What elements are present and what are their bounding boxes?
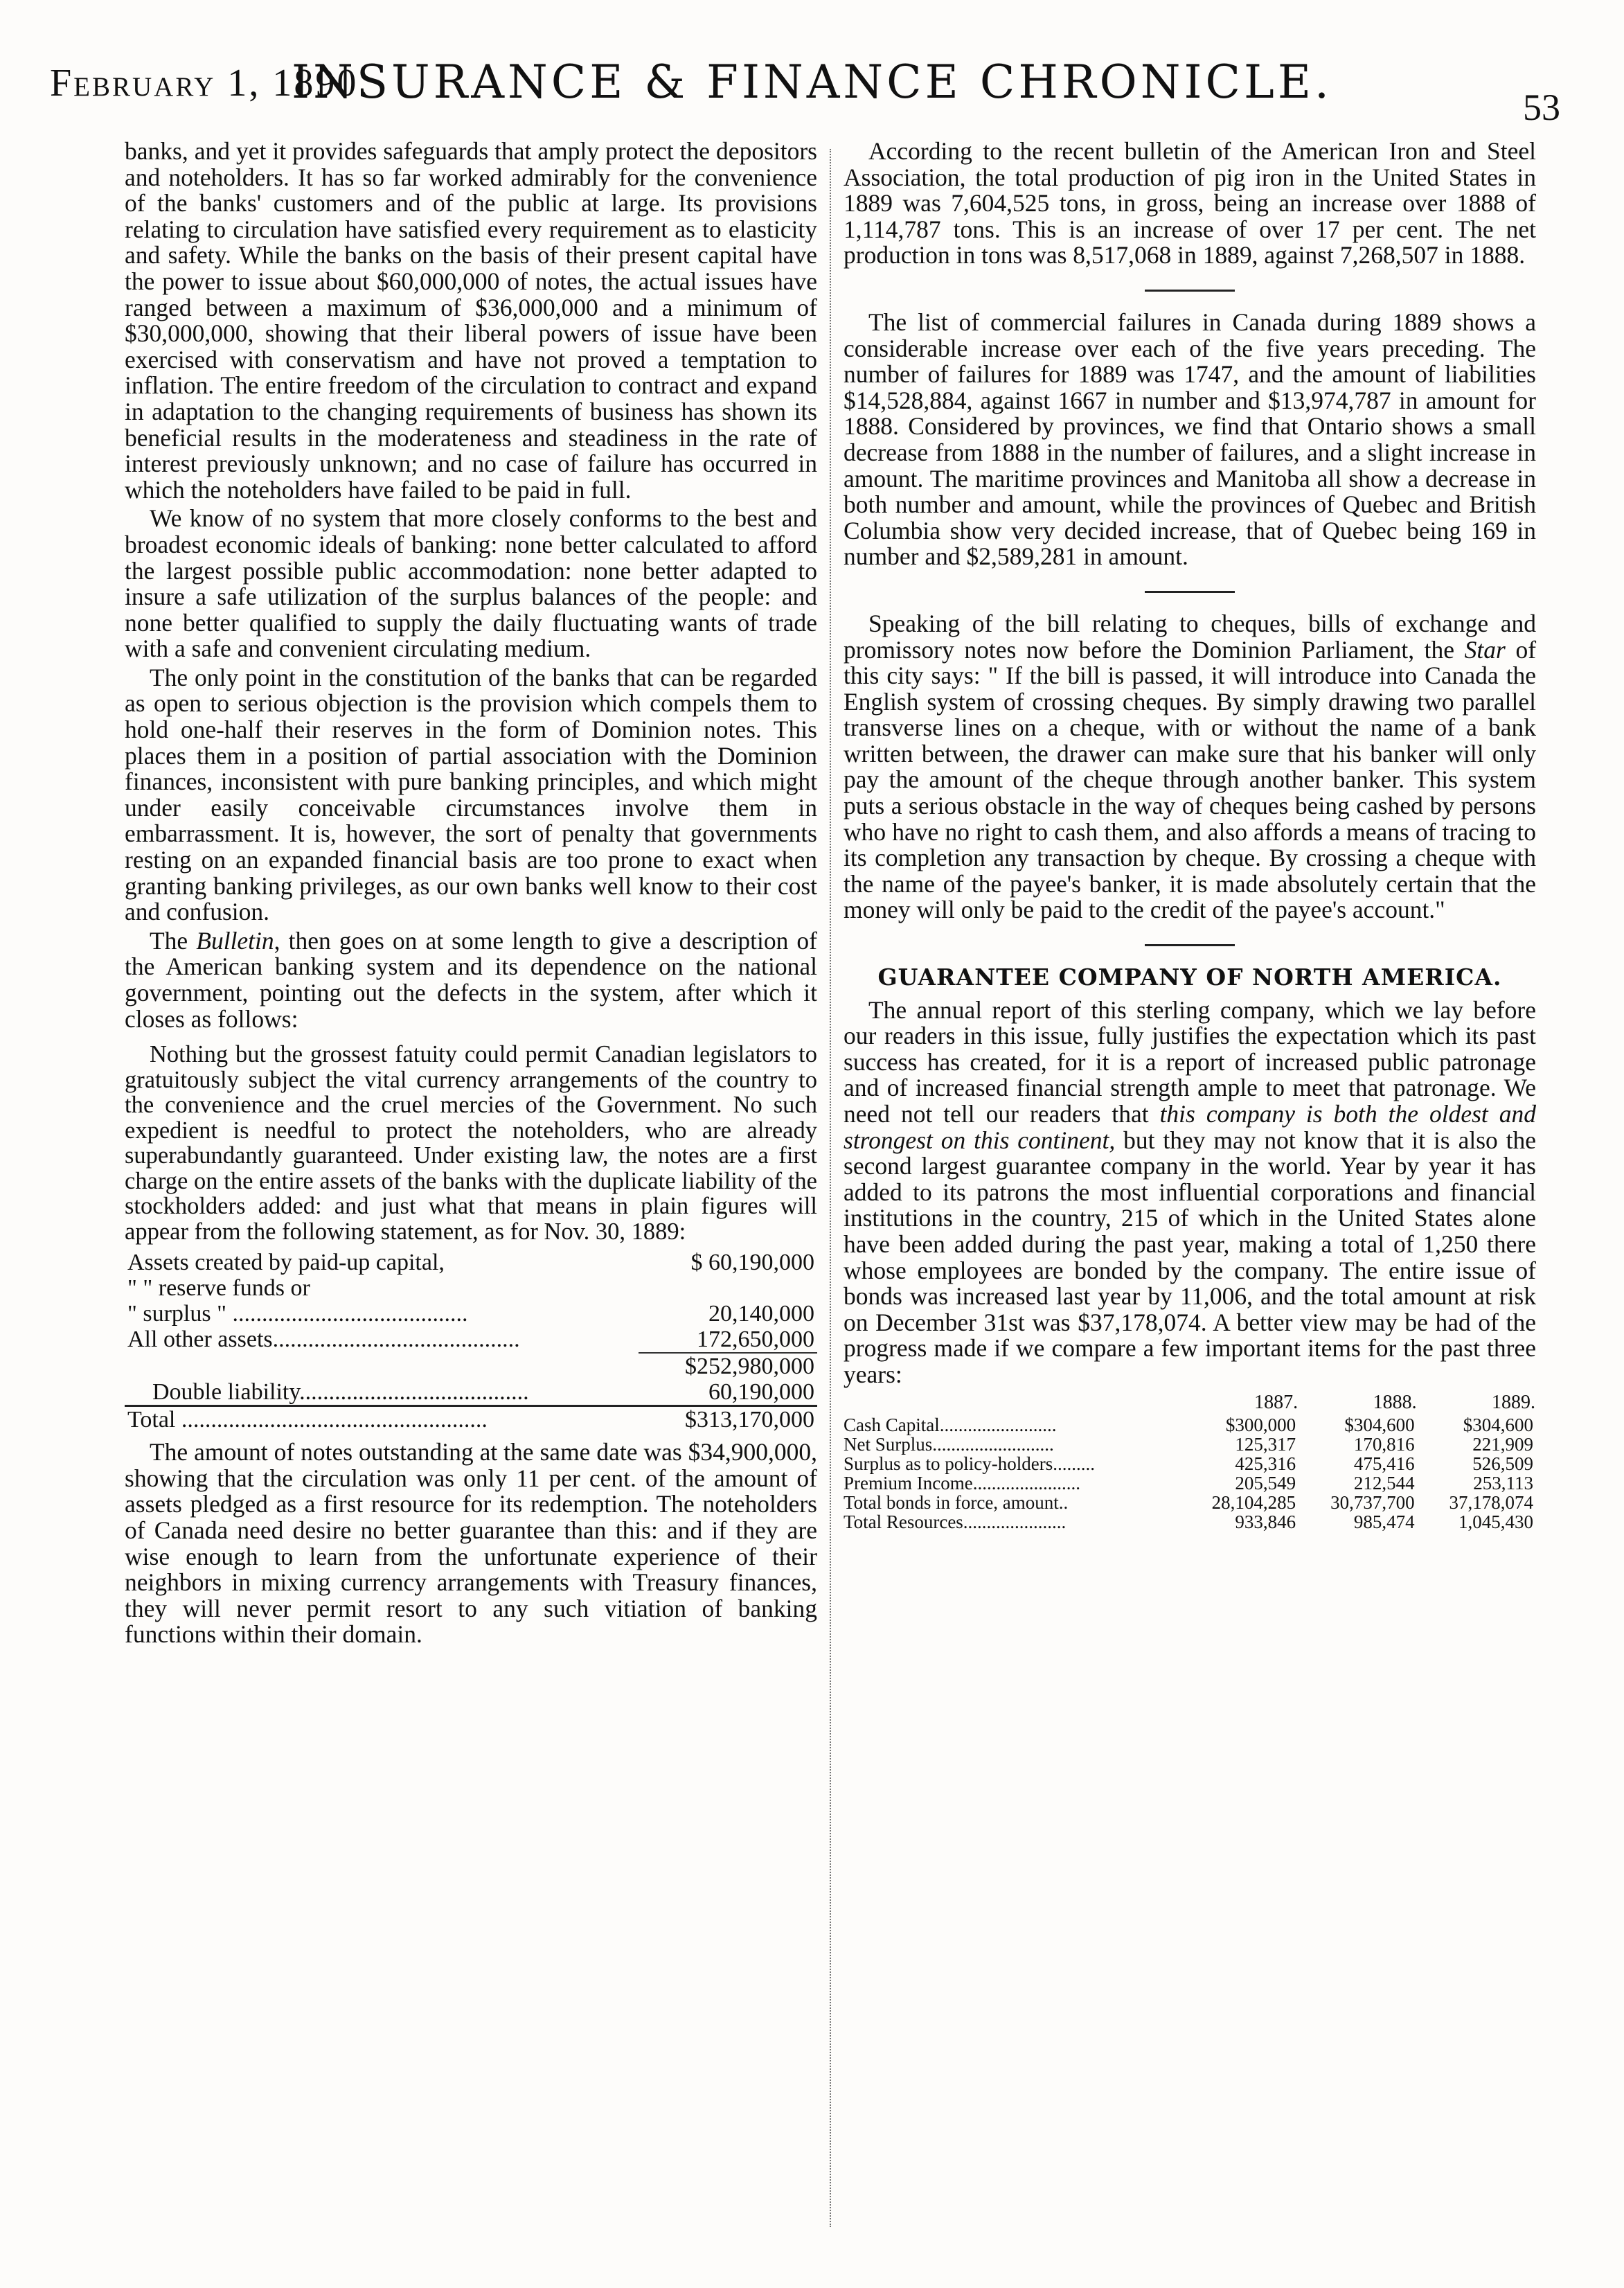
year-header: 1889. — [1492, 1391, 1535, 1413]
text-run: but they may not know that it is also the second largest guarantee company in the world. Year by year it has added to its patrons the most influential corporations and financial institutions in the country, 215 of which in the United States alone have been added during the past year, making a total of 1,250 there whose employees are bonded by the company. The entire issue of bonds was increased last year by 11,006, and the total amount at risk on December 31st was $37,178,074. A better view may be had of the progress made if we compare a few important items for the past three years: — [844, 1126, 1537, 1388]
cell: $300,000 — [1225, 1414, 1296, 1435]
page-header — [0, 0, 1624, 132]
statement-label: Double liability....................................... — [152, 1379, 529, 1405]
cell: 475,416 — [1353, 1453, 1415, 1474]
cell: $304,600 — [1344, 1414, 1415, 1435]
right-column — [844, 139, 1536, 1532]
statement-label: " surplus " ........................................ — [127, 1301, 468, 1327]
issue-date: February 1, 1890. — [50, 62, 371, 105]
cell: 28,104,285 — [1211, 1491, 1296, 1513]
row-label: Surplus as to policy-holders......... — [844, 1453, 1095, 1474]
row-label: Premium Income....................... — [844, 1472, 1080, 1493]
table-row — [844, 1493, 1536, 1512]
row-label: Net Surplus.......................... — [844, 1433, 1054, 1455]
paragraph: banks, and yet it provides safeguards that amply protect the depositors and noteholders. It has so far worked admirably for the convenience of the banks' customers and of the public at large. Its provisions relating to circulation have satisfied every requirement as to elasticity and safety. While the banks on the basis of their present capital have the power to issue about $60,000,000 of notes, the actual issues have ranged between a maximum of $36,000,000 and a minimum of $30,000,000, showing that their liberal powers of issue have been exercised with conservatism and have not proved a temptation to inflation. The entire freedom of the circulation to contract and expand in adaptation to the changing requirements of business has shown its beneficial results in the moderateness and steadiness in the rate of interest previously unknown; and no case of failure has occurred in which the noteholders have failed to be paid in full. — [125, 137, 817, 504]
table-row — [844, 1415, 1536, 1435]
text-run: of this city says: " If the bill is passed, it will introduce into Canada the English system of crossing cheques. By simply drawing two parallel transverse lines on a cheque, with or without the name of a bank written between, the drawer can make sure that his banker will only pay the amount of the cheque through another banker. This system puts a serious obstacle in the way of cheques being cashed by persons who have no right to cash them, and also affords a means of tracing to its completion any transaction by cheque. By crossing a cheque with the name of the payee's banker, it is made absolutely certain that the money will only be paid to the credit of the payee's account." — [844, 635, 1537, 924]
column-divider — [830, 149, 831, 2227]
cell: 1,045,430 — [1458, 1511, 1533, 1532]
cell: 985,474 — [1353, 1511, 1415, 1532]
statement-row — [125, 1250, 817, 1275]
statement-total-row — [125, 1406, 817, 1433]
statement-row — [125, 1275, 817, 1301]
table-row — [844, 1512, 1536, 1532]
table-header-row — [844, 1392, 1536, 1415]
cell: 30,737,700 — [1330, 1491, 1415, 1513]
year-header: 1887. — [1254, 1391, 1299, 1413]
statement-amount: $ 60,190,000 — [690, 1250, 814, 1276]
row-label: Cash Capital......................... — [844, 1414, 1057, 1435]
italic-emphasis: this company is both the oldest and strongest on this continent, — [844, 1100, 1537, 1154]
publication-title: INSURANCE & FINANCE CHRONICLE. — [292, 55, 1332, 109]
year-header: 1888. — [1373, 1391, 1417, 1413]
paragraph: The list of commercial failures in Canada during 1889 shows a considerable increase over each of the five years preceding. The number of failures for 1889 was 1747, and the amount of liabilities $14,528,884, against 1667 in number and $13,974,787 in amount for 1888. Considered by provinces, we find that Ontario shows a small decrease from 1888 in the number of failures, and a slight increase in amount. The maritime provinces and Manitoba all show a decrease in both number and amount, while the provinces of Quebec and British Columbia show very decided increase, that of Quebec being 169 in number and $2,589,281 in amount. — [844, 308, 1536, 571]
paragraph — [844, 997, 1536, 1388]
statement-total: $313,170,000 — [639, 1406, 817, 1433]
statement-subtotal: $252,980,000 — [639, 1353, 817, 1379]
paragraph — [844, 611, 1536, 923]
row-label: Total Resources...................... — [844, 1511, 1067, 1532]
page-number: 53 — [1523, 87, 1560, 128]
table-row — [844, 1473, 1536, 1493]
statement-row — [125, 1353, 817, 1379]
row-label: Total bonds in force, amount.. — [844, 1491, 1069, 1513]
three-year-table — [844, 1392, 1536, 1532]
italic-title: Bulletin — [196, 926, 274, 955]
section-rule — [1145, 944, 1235, 946]
statement-amount: 20,140,000 — [708, 1301, 814, 1327]
cell: 125,317 — [1235, 1433, 1296, 1455]
statement-label: " " reserve funds or — [127, 1275, 310, 1302]
cell: 221,909 — [1472, 1433, 1533, 1455]
assets-statement — [125, 1250, 817, 1433]
italic-title: Star — [1464, 635, 1506, 664]
cell: 526,509 — [1472, 1453, 1533, 1474]
cell: 205,549 — [1235, 1472, 1296, 1493]
table-row — [844, 1435, 1536, 1454]
cell: 212,544 — [1353, 1472, 1415, 1493]
cell: 37,178,074 — [1449, 1491, 1533, 1513]
left-column — [125, 139, 817, 1651]
paragraph: According to the recent bulletin of the American Iron and Steel Association, the total production of pig iron in the United States in 1889 was 7,604,525 tons, in gross, being an increase over 1888 of 1,114,787 tons. This is an increase of over 17 per cent. The net production in tons was 8,517,068 in 1889, against 7,268,507 in 1888. — [844, 137, 1536, 269]
section-rule — [1145, 591, 1235, 593]
paragraph: We know of no system that more closely conforms to the best and broadest economic ideals of banking: none better calculated to afford the largest possible public accommodation: none better adapted to insure a safe utilization of the surplus balances of the people: and none better qualified to supply the daily fluctuating wants of trade with a safe and convenient circulating medium. — [125, 504, 817, 663]
statement-row — [125, 1301, 817, 1327]
statement-row — [125, 1379, 817, 1406]
statement-label: All other assets.......................................... — [127, 1327, 520, 1353]
statement-amount: 60,190,000 — [708, 1379, 814, 1405]
paragraph: The amount of notes outstanding at the same date was $34,900,000, showing that the circulation was only 11 per cent. of the amount of assets pledged as a first resource for its redemption. The noteholders of Canada need desire no better guarantee than this: and if they are wise enough to learn from the unfortunate experience of their neighbors in mixing currency arrangements with Treasury finances, they will never permit resort to any such vitiation of banking functions within their domain. — [125, 1438, 817, 1649]
block-quote: Nothing but the grossest fatuity could permit Canadian legislators to gratuitously subject the vital currency arrangements of the country to the convenience and the cruel mercies of the Government. No such expedient is needful to protect the noteholders, who are already superabundantly guaranteed. Under existing law, the notes are a first charge on the entire assets of the banks with the duplicate liability of the stockholders added: and just what that means in plain figures will appear from the following statement, as for Nov. 30, 1889: — [125, 1041, 817, 1245]
statement-label: Total .................................................... — [125, 1406, 639, 1433]
cell: 170,816 — [1353, 1433, 1415, 1455]
text-run: The annual report of this sterling company, which we lay before our readers in this issue, fully justifies the expectation which its past success has created, for it is a report of increased public patronage and of increased financial strength ample to meet that patronage. We need not tell our readers that — [844, 995, 1536, 1128]
cell: 425,316 — [1235, 1453, 1296, 1474]
statement-row — [125, 1327, 817, 1353]
paragraph — [125, 928, 817, 1032]
section-rule — [1145, 290, 1235, 292]
cell: $304,600 — [1463, 1414, 1533, 1435]
text-run: The — [150, 926, 188, 955]
paragraph: The only point in the constitution of the banks that can be regarded as open to serious objection is the provision which compels them to hold one-half their reserves in the form of Dominion notes. This places them in a position of partial association with the Dominion finances, inconsistent with pure banking principles, and which might under easily conceivable circumstances involve them in embarrassment. It is, however, the sort of penalty that governments resting on an expanded financial basis are too prone to exact when granting banking privileges, as our own banks well know to their cost and confusion. — [125, 663, 817, 926]
section-heading: GUARANTEE COMPANY OF NORTH AMERICA. — [877, 964, 1502, 991]
table-row — [844, 1454, 1536, 1473]
text-run: , then goes on at some length to give a description of the American banking system and its dependence on the national government, pointing out the defects in the system, after which it closes as follows: — [125, 926, 817, 1033]
cell: 253,113 — [1473, 1472, 1533, 1493]
statement-label: Assets created by paid-up capital, — [127, 1250, 445, 1276]
cell: 933,846 — [1235, 1511, 1296, 1532]
text-run: Speaking of the bill relating to cheques, bills of exchange and promissory notes now before the Dominion Parliament, the — [844, 609, 1536, 664]
statement-amount: 172,650,000 — [697, 1327, 814, 1353]
